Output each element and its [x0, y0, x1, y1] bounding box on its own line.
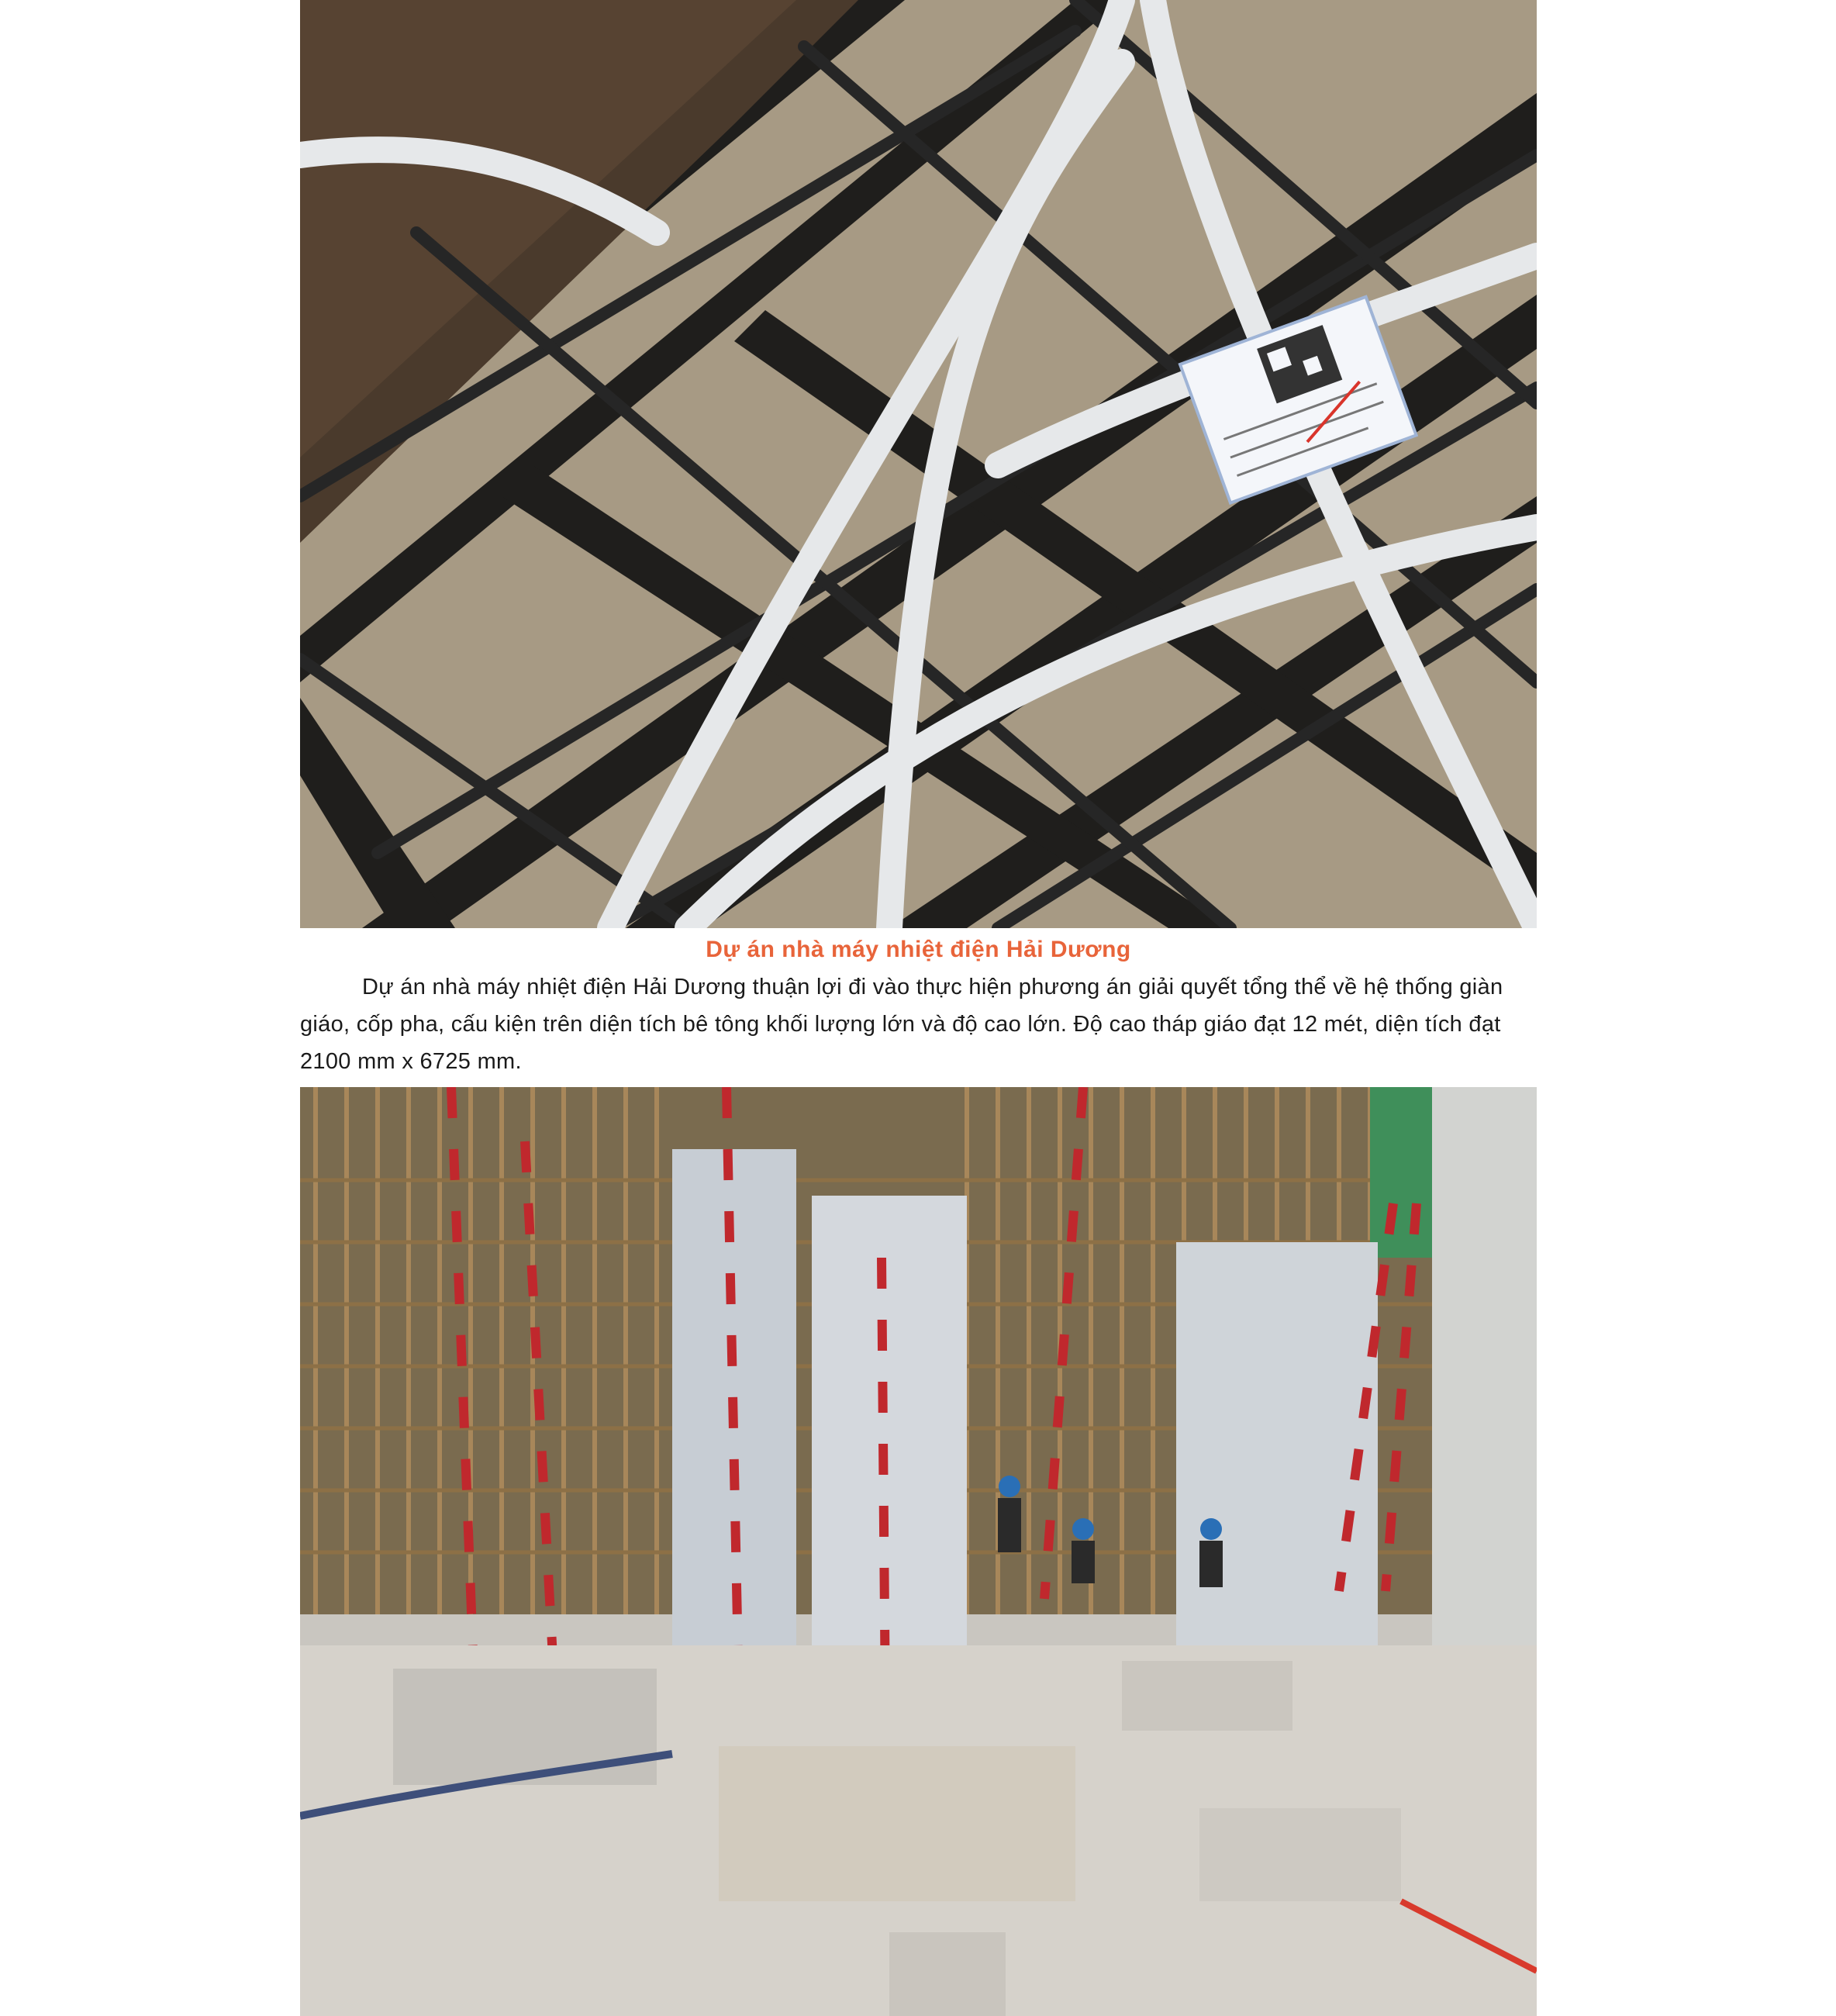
construction-site-illustration [300, 1087, 1537, 2016]
photo-caption: Dự án nhà máy nhiệt điện Hải Dương [706, 937, 1131, 962]
construction-site-photo [300, 1087, 1537, 2016]
body-paragraph: Dự án nhà máy nhiệt điện Hải Dương thuận lợi đi vào thực hiện phương án giải quyết tổng thể về hệ thống giàn giáo, cốp pha, cấu kiện trên diện tích bê tông khối lượng lớn và độ cao lớn. Độ cao tháp giáo đạt 12 mét, diện tích đạt 2100 mm x 6725 mm. [300, 975, 1503, 1074]
rebar-photo [300, 0, 1537, 928]
rebar-photo-illustration [300, 0, 1537, 928]
